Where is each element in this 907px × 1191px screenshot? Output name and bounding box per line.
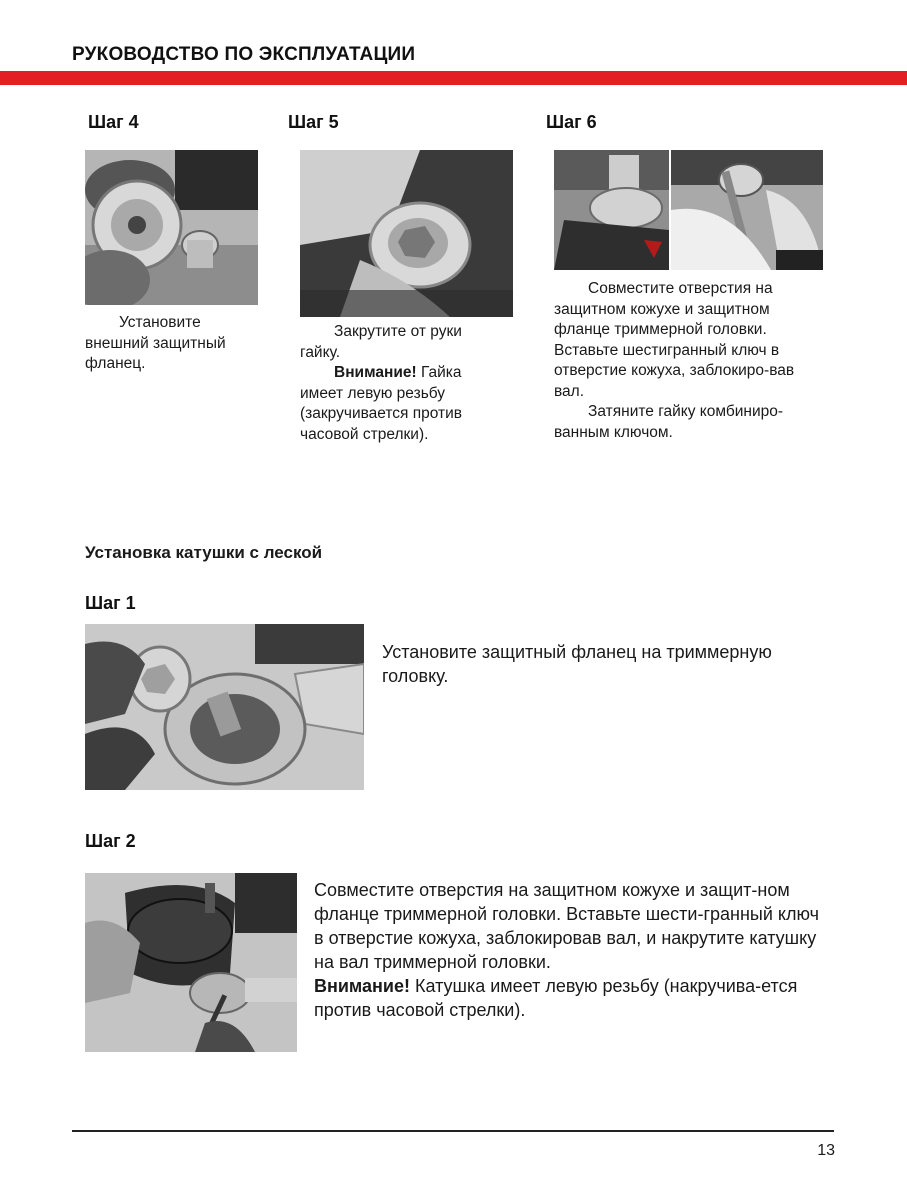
flange-on-head-photo-icon [85,624,364,790]
step-5-warning [300,363,505,445]
bottom-step-2-description: Совместите отверстия на защитном кожухе и защит-ном фланце триммерной головки. Вставьте шести-гранный ключ в отверстие кожуха, заблокировав вал, и накрутите катушку на вал триммерной головки. [314,880,819,972]
section-title: Установка катушки с леской [85,543,323,562]
bottom-step-1-description: Установите защитный фланец на триммерную головку. [382,642,772,686]
bottom-step-1-title: Шаг 1 [85,593,136,613]
step-5-title: Шаг 5 [288,112,339,132]
step-6-text [554,279,824,443]
bottom-step-1-text [382,640,832,688]
bottom-step-2-warning [314,974,819,1022]
bottom-step-1-photo [85,624,364,790]
step-6-photo-right [671,150,823,270]
step-6-photo-left [554,150,669,270]
step-5-photo [300,150,513,317]
step-4-title: Шаг 4 [88,112,139,132]
hex-key-lock-photo-icon [554,150,669,270]
page-header-title: РУКОВОДСТВО ПО ЭКСПЛУАТАЦИИ [72,44,416,65]
step-4-text [85,313,265,375]
step-4-photo [85,150,258,305]
bottom-step-2-warning-label: Внимание! [314,976,410,996]
bottom-step-2-text [314,878,819,1022]
step-5-warning-label: Внимание! [334,364,417,381]
step-4-description: Установите внешний защитный фланец. [85,314,226,372]
step-6-description-2: Затяните гайку комбиниро-ванным ключом. [554,403,784,441]
bottom-step-2-title: Шаг 2 [85,831,136,851]
nut-hand-tighten-photo-icon [300,150,513,317]
combo-wrench-photo-icon [671,150,823,270]
step-5-description: Закрутите от руки гайку. [300,323,462,361]
page-number: 13 [817,1142,835,1159]
step-6-description: Совместите отверстия на защитном кожухе и защитном фланце триммерной головки. Вставьте шестигранный ключ в отверстие кожуха, заблокиро-вав вал. [554,280,795,400]
step-5-warning-text: Гайка имеет левую резьбу (закручивается против часовой стрелки). [300,364,463,443]
bottom-step-2-photo [85,873,297,1052]
spool-screw-on-photo-icon [85,873,297,1052]
bottom-step-2-warning-text: Катушка имеет левую резьбу (накручива-ется против часовой стрелки). [314,976,798,1020]
outer-flange-photo-icon [85,150,258,305]
step-5-text [300,322,505,445]
footer-divider [72,1130,834,1132]
step-6-title: Шаг 6 [546,112,597,132]
header-accent-bar [0,71,907,85]
